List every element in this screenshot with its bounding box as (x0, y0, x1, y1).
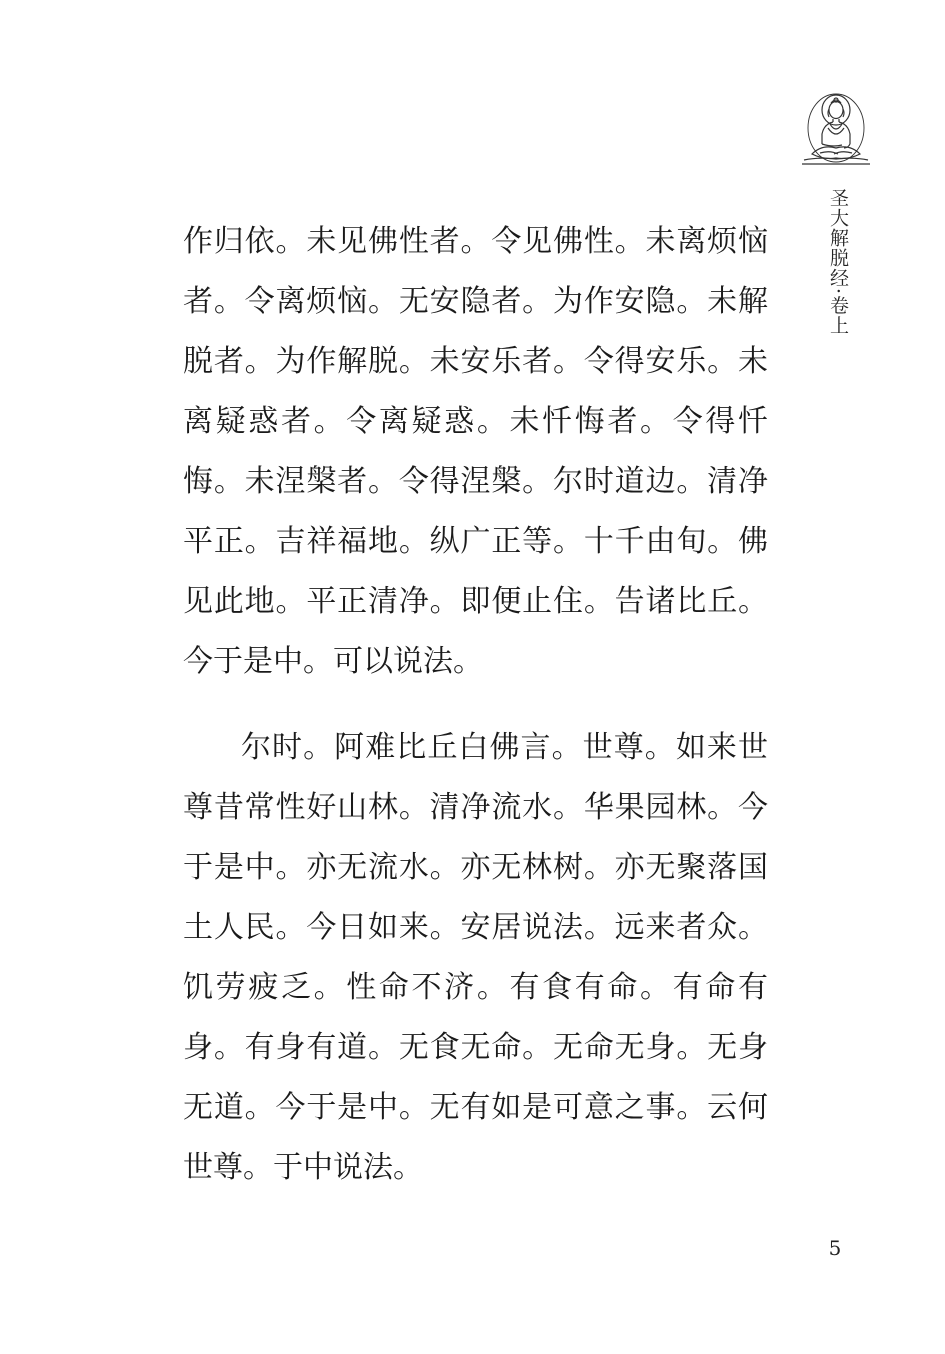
page-number: 5 (828, 1236, 842, 1260)
running-head: 圣大解脱经·卷上 (827, 188, 849, 336)
seated-buddha-icon (798, 88, 874, 168)
main-text (183, 212, 768, 1198)
paragraph: 作归依。未见佛性者。令见佛性。未离烦恼者。令离烦恼。无安隐者。为作安隐。未解脱者。为作解脱。未安乐者。令得安乐。未离疑惑者。令离疑惑。未忏悔者。令得忏悔。未涅槃者。令得涅槃。尔时道边。清净平正。吉祥福地。纵广正等。十千由旬。佛见此地。平正清净。即便止住。告诸比丘。今于是中。可以说法。 (183, 224, 768, 679)
paragraph: 尔时。阿难比丘白佛言。世尊。如来世尊昔常性好山林。清净流水。华果园林。今于是中。亦无流水。亦无林树。亦无聚落国土人民。今日如来。安居说法。远来者众。饥劳疲乏。性命不济。有食有命。有命有身。有身有道。无食无命。无命无身。无身无道。今于是中。无有如是可意之事。云何世尊。于中说法。 (183, 730, 768, 1185)
